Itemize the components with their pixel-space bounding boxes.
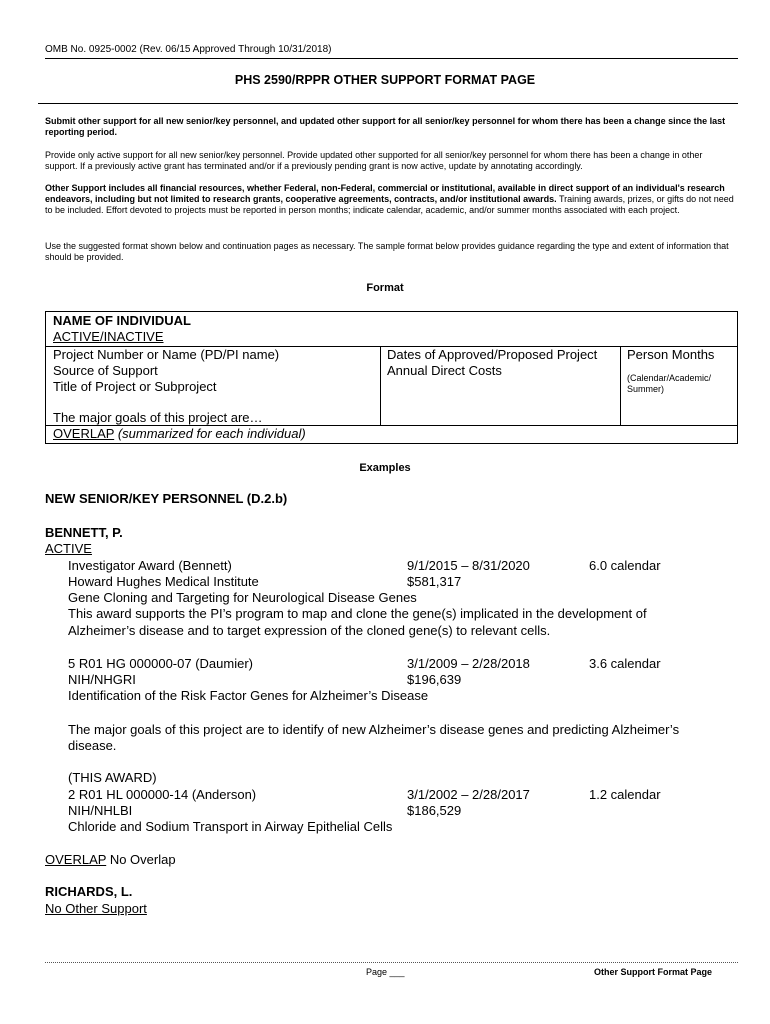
person-status-active: ACTIVE — [45, 541, 92, 556]
overlap-line — [45, 852, 176, 868]
format-active-inactive: ACTIVE/INACTIVE — [53, 329, 164, 344]
award-1-project: Investigator Award (Bennett) — [68, 558, 232, 573]
title-rule — [38, 103, 738, 104]
award-2-title: Identification of the Risk Factor Genes for Alzheimer’s Disease — [68, 688, 429, 703]
award-1-description: This award supports the PI’s program to map and clone the gene(s) implicated in the development of — [68, 606, 647, 621]
person-name-bennett: BENNETT, P. — [45, 525, 123, 540]
award-3-project: 2 R01 HL 000000-14 (Anderson) — [68, 787, 257, 802]
format-col-divider-1 — [380, 346, 381, 425]
format-box — [45, 311, 738, 444]
footer-form-name: Other Support Format Page — [594, 967, 713, 977]
header-rule — [45, 58, 738, 59]
instruction-submit: Submit other support for all new senior/key personnel, and updated other support for all senior/key personnel for whom there has been a change since the last reporting period. — [45, 116, 726, 137]
award-2-months: 3.6 calendar — [589, 656, 661, 671]
award-2-dates: 3/1/2009 – 2/28/2018 — [407, 656, 530, 671]
award-3-source: NIH/NHLBI — [68, 803, 133, 818]
format-person-months-note: (Calendar/Academic/ Summer) — [627, 373, 712, 394]
page-title: PHS 2590/RPPR OTHER SUPPORT FORMAT PAGE — [234, 73, 536, 87]
award-3-title: Chloride and Sodium Transport in Airway Epithelial Cells — [68, 819, 393, 834]
award-1-months: 6.0 calendar — [589, 558, 661, 573]
person-name-richards: RICHARDS, L. — [45, 884, 133, 899]
overlap-value: No Overlap — [109, 852, 176, 867]
award-2-project: 5 R01 HG 000000-07 (Daumier) — [68, 656, 253, 671]
award-2-source: NIH/NHGRI — [68, 672, 136, 687]
award-1-title: Gene Cloning and Targeting for Neurological Disease Genes — [68, 590, 417, 605]
format-overlap-label: OVERLAP — [53, 426, 115, 441]
instruction-format-usage: Use the suggested format shown below and continuation pages as necessary. The sample format below provides guidance regarding the type and extent of information that should be provided. — [45, 241, 729, 262]
examples-heading: Examples — [359, 462, 411, 474]
award-1-costs: $581,317 — [407, 574, 462, 589]
page-number: Page ___ — [366, 967, 405, 977]
format-col-divider-2 — [620, 346, 621, 425]
section-title: NEW SENIOR/KEY PERSONNEL (D.2.b) — [45, 491, 288, 506]
format-source-of-support: Source of Support — [53, 363, 158, 378]
award-1-source: Howard Hughes Medical Institute — [68, 574, 259, 589]
overlap-label: OVERLAP — [45, 852, 107, 867]
instruction-other-support — [45, 183, 735, 216]
footer-rule — [45, 962, 738, 963]
award-1-dates: 9/1/2015 – 8/31/2020 — [407, 558, 530, 573]
other-support-details: Training awards, prizes, or gifts do not need to be included. Effort devoted to projects must be reported in person months; indicate calendar, academic, and/or summer months associated with each project. — [45, 194, 734, 215]
other-support-definition: Other Support includes all financial resources, whether Federal, non-Federal, commercial or institutional, available in direct support of an individual's research endeavors, including but not limited to research grants, cooperative agreements, contracts, and/or institutional awards. — [45, 183, 725, 204]
format-overlap-note: (summarized for each individual) — [117, 426, 306, 441]
instruction-provide: Provide only active support for all new senior/key personnel. Provide updated other supported for all senior/key personnel for whom there has been a change in other support. If a previously active grant has terminated and/or if a previously pending grant is now active, update by annotating accordingly. — [45, 150, 703, 171]
award-3-months: 1.2 calendar — [589, 787, 661, 802]
format-project-number: Project Number or Name (PD/PI name) — [53, 347, 280, 362]
award-2-costs: $196,639 — [407, 672, 462, 687]
format-title-of-project: Title of Project or Subproject — [53, 379, 217, 394]
award-1-description-cont: Alzheimer’s disease and to target expression of the cloned gene(s) to relevant cells. — [68, 623, 551, 638]
format-dates: Dates of Approved/Proposed Project — [387, 347, 598, 362]
omb-number: OMB No. 0925-0002 (Rev. 06/15 Approved Through 10/31/2018) — [45, 44, 332, 55]
format-heading: Format — [366, 282, 404, 294]
person-status-no-support: No Other Support — [45, 901, 147, 916]
award-3-dates: 3/1/2002 – 2/28/2017 — [407, 787, 530, 802]
award-3-tag: (THIS AWARD) — [68, 770, 157, 785]
format-name-of-individual: NAME OF INDIVIDUAL — [53, 313, 191, 328]
format-person-months: Person Months — [627, 347, 715, 362]
format-major-goals: The major goals of this project are… — [53, 410, 263, 425]
award-2-goals: The major goals of this project are to identify of new Alzheimer’s disease genes and predicting Alzheimer’s — [68, 722, 680, 737]
award-3-costs: $186,529 — [407, 803, 462, 818]
format-annual-direct-costs: Annual Direct Costs — [387, 363, 502, 378]
format-overlap — [53, 426, 306, 442]
award-2-goals-cont: disease. — [68, 738, 117, 753]
